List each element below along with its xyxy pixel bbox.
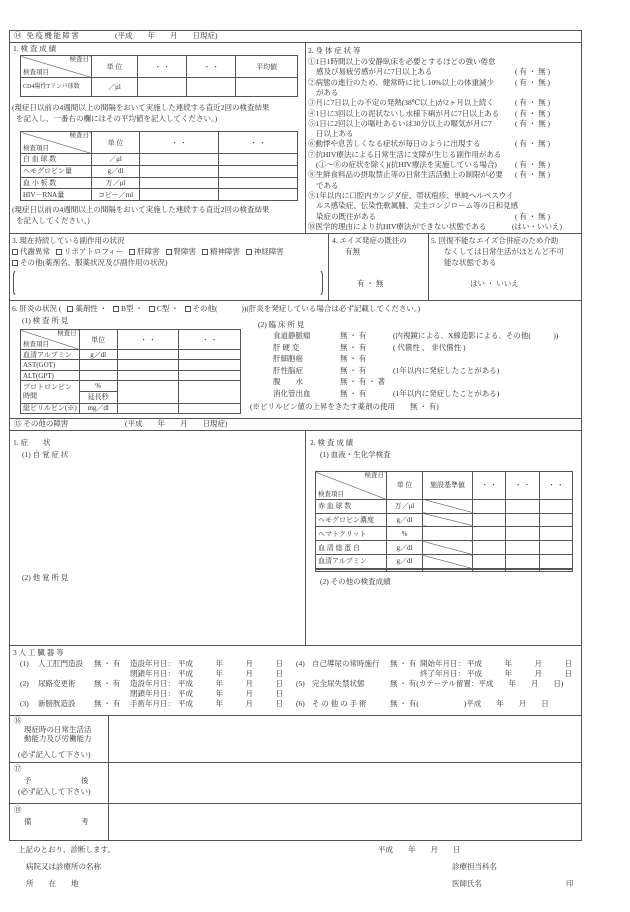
cell[interactable]	[506, 513, 539, 527]
symptom-line: 染症の既往がある	[316, 211, 376, 221]
cell[interactable]	[506, 555, 539, 569]
address-label: 所 在 地	[26, 879, 79, 888]
type-label: B型	[121, 304, 134, 313]
symptom-line: ③月に7日以上の不定の発熱(38℃以上)が2ヶ月以上続く	[308, 98, 494, 108]
item-no: (4)	[296, 659, 305, 668]
date-label: 手術年月日：	[130, 699, 175, 708]
finding-note: ( 代償性 、 非代償性 )	[393, 342, 466, 352]
date-col: ・ ・	[539, 472, 572, 500]
cell[interactable]	[140, 177, 219, 189]
unit-header: 単 位	[92, 132, 140, 154]
seal-mark: 印	[566, 879, 574, 888]
cell[interactable]	[473, 555, 506, 569]
symptom-line: ⑨1年以内に口腔内カンジダ症、帯状疱疹、単純ヘルペスウイ	[308, 190, 514, 200]
symptom-line: ④1日に3回以上の泥状ないし水様下痢が月に7日以上ある	[308, 108, 500, 118]
symptom-title: 1. 症 状	[13, 438, 51, 447]
symptom-line: がある	[316, 87, 339, 97]
check-label: 代謝異常	[20, 247, 50, 256]
checkbox[interactable]	[12, 249, 18, 255]
checkbox[interactable]	[185, 306, 191, 312]
item-no: (6)	[296, 699, 305, 708]
unit-header: 単 位	[387, 472, 423, 500]
item-name: そ の 他 の 手 術	[312, 699, 367, 708]
date-col: ・ ・	[473, 472, 506, 500]
symptom-line: 日以上ある	[316, 129, 354, 139]
s5-answer[interactable]: はい ・ いいえ	[470, 279, 519, 288]
s16-label: 現症時の日常生活活	[24, 725, 92, 734]
finding-name: 肝性脳症	[273, 365, 303, 375]
type-label: C型	[156, 304, 170, 313]
date-field[interactable]: 平成 年 月 日	[178, 669, 283, 678]
symptom-line: ①1日1時間以上の安静臥床を必要とするほどの強い倦怠	[308, 57, 496, 66]
item-name: 尿路変更術	[38, 679, 76, 688]
cd4-label: CD4陽性Tリンパ球数	[21, 78, 92, 97]
row-unit: 延長秒	[79, 392, 117, 403]
cell[interactable]	[539, 499, 572, 513]
cell[interactable]	[236, 78, 298, 97]
item-name: 新膀胱造設	[38, 699, 76, 708]
finding-name: 食道静脈瘤	[273, 331, 311, 340]
type-label: その他(	[192, 304, 218, 313]
cell[interactable]	[140, 189, 219, 201]
checkbox[interactable]	[202, 249, 208, 255]
item-name: 自己導尿の常時施行	[312, 659, 380, 668]
checkbox[interactable]	[129, 249, 135, 255]
item-no: (1)	[20, 659, 29, 668]
item-name: 人工肛門造設	[38, 659, 83, 668]
yes-no-choice[interactable]: ( 有 ・ 無 )	[515, 118, 550, 128]
row-unit: %	[387, 527, 423, 541]
checkbox[interactable]	[246, 249, 252, 255]
hepatitis-type: 6. 肝炎の状況 ( 薬剤性 ・ B型 ・ C型 ・ その他( ))(肝炎を発症している場合は必ず記載してください。)	[12, 304, 421, 313]
s16-no: ⑯	[14, 716, 22, 725]
finding-name: 肝細胞癌	[273, 354, 303, 363]
yes-no-choice[interactable]: ( 有 ・ 無 )	[515, 67, 550, 77]
row-label: 血 清 総 蛋 白	[316, 541, 387, 555]
ref-cell	[423, 541, 473, 555]
symptom-line: 感及び易疲労感が月に7日以上ある	[316, 67, 433, 77]
date-label: 開始年月日：	[420, 659, 465, 668]
yes-no-choice[interactable]: 無 ・ 有(カテーテル留置：平成 年 月 日)	[390, 679, 564, 688]
cell[interactable]	[219, 154, 298, 166]
date-col: ・ ・	[187, 56, 236, 78]
s18-label: 備 考	[24, 817, 91, 826]
item-no: (5)	[296, 679, 305, 688]
yes-no-choice[interactable]: ( 有 ・ 無 )	[515, 77, 550, 87]
hospital-label: 病院又は診療所の名称	[26, 862, 101, 871]
type-label: 薬剤性	[75, 304, 98, 313]
row-unit: g／dl	[92, 165, 140, 177]
ref-cell[interactable]	[423, 570, 473, 572]
yes-no-choice[interactable]: ( 有 ・ 無 )	[515, 108, 550, 118]
note: を記入してください。)	[16, 216, 90, 225]
s4-answer[interactable]: 有 ・ 無	[357, 279, 384, 288]
note: (現症日以前の4週間以上の間隔をおいて実施した連続する直近2回の検査結果	[12, 103, 270, 112]
cell[interactable]	[506, 541, 539, 555]
checkbox[interactable]	[12, 260, 18, 266]
cell[interactable]	[473, 541, 506, 555]
cell[interactable]	[179, 370, 241, 380]
row-unit: g／dl	[387, 541, 423, 555]
yes-no-choice[interactable]: 無 ・ 有	[390, 659, 417, 668]
row-label: 血清アルブミン	[21, 350, 80, 360]
s15-date: (平成 年 月 日現症)	[125, 419, 228, 428]
s17-field[interactable]	[110, 763, 581, 803]
symptom-line: ⑥動悸や息苦しくなる症状が毎日のように出現する	[308, 139, 481, 149]
s6-title: 6. 肝炎の状況 (	[12, 304, 62, 313]
exam-title: 2. 検 査 成 績	[310, 438, 354, 447]
liver-table	[20, 329, 241, 414]
row-label: ヘモグロビン量	[21, 165, 92, 177]
s18-field[interactable]	[110, 804, 581, 840]
yes-no-choice[interactable]: 無 ・ 有	[94, 699, 121, 708]
check-label: 肝障害	[137, 247, 160, 256]
checkbox[interactable]	[166, 249, 172, 255]
cell[interactable]	[179, 350, 241, 360]
row-unit	[79, 360, 117, 370]
row-label: ALT(GPT)	[21, 370, 80, 380]
other-exam-label: (2) その他の検査成績	[320, 577, 391, 586]
row-label: 白 血 球 数	[21, 154, 92, 166]
row-label: 赤 血 球 数	[316, 499, 387, 513]
checkbox[interactable]	[113, 306, 119, 312]
date-label: 造設年月日：	[130, 679, 175, 688]
finding-name: 肝 硬 変	[273, 342, 300, 352]
s17-note: (必ず記入して下さい)	[18, 787, 91, 796]
s18-no: ⑱	[14, 805, 22, 814]
cell[interactable]	[539, 541, 572, 555]
ref-cell	[423, 555, 473, 569]
finding-choice[interactable]: 無 ・ 有	[340, 388, 367, 398]
date-label: 造設年月日：	[130, 659, 175, 668]
diag-header: 検査日 検査項目	[21, 330, 80, 350]
other-details-field[interactable]	[13, 269, 323, 297]
cd4-table	[20, 55, 298, 97]
s4-title: 4. エイズ発症の既往の	[332, 236, 407, 245]
row-unit: g／dl	[79, 350, 117, 360]
s5-title: 能な状態である	[444, 258, 497, 267]
cell[interactable]	[506, 570, 539, 572]
average-col: 平均値	[236, 56, 298, 78]
date-label: 終了年月日：	[420, 669, 465, 678]
date-col: ・ ・	[138, 56, 187, 78]
date-col: ・ ・	[506, 472, 539, 500]
finding-choice[interactable]: 無 ・ 有	[340, 342, 367, 352]
cell[interactable]	[179, 360, 241, 370]
date-col: ・ ・	[219, 132, 298, 154]
row-label: 血清アルブミン	[316, 555, 387, 569]
s2-title: 2. 身 体 症 状 等	[308, 46, 361, 55]
yes-no-choice[interactable]: ( 有 ・ 無 )	[515, 211, 550, 221]
s16-field[interactable]	[110, 716, 581, 762]
doctor-label: 医師氏名	[452, 879, 482, 888]
s6-sub1: (1) 検 査 所 見	[22, 316, 69, 325]
table-row	[316, 513, 573, 527]
diag-header: 検査日 検査項目	[21, 132, 92, 154]
date-label: 閉鎖年月日：	[130, 689, 175, 698]
table-row	[316, 527, 573, 541]
check-label: 腎障害	[173, 247, 197, 256]
subjective-label: (1) 自 覚 症 状	[22, 450, 69, 459]
row-unit: g／dl	[387, 513, 423, 527]
s17-no: ⑰	[14, 764, 22, 773]
cell[interactable]	[219, 189, 298, 201]
cell[interactable]	[140, 165, 219, 177]
symptom-line: ②病態の進行のため、健常時に比し10%以上の体重減少	[308, 77, 494, 87]
checkbox[interactable]	[149, 306, 155, 312]
date-field[interactable]: 平成 年 月 日	[178, 689, 283, 698]
unit-header: 単位	[79, 330, 117, 350]
table-row	[316, 555, 573, 569]
cell[interactable]	[539, 570, 572, 572]
unit-header: 単 位	[92, 56, 138, 78]
cell[interactable]	[117, 350, 179, 360]
yes-no-choice[interactable]: (はい・いいえ)	[512, 221, 562, 231]
cd4-unit: ／μl	[92, 78, 138, 97]
date-field[interactable]: 平成 年 月 日	[467, 669, 572, 678]
row-unit: 万／μl	[387, 499, 423, 513]
checkbox[interactable]	[67, 306, 73, 312]
finding-note: (1年以内に発症したことがある)	[393, 388, 500, 398]
row-unit: 万／μl	[92, 177, 140, 189]
checkbox[interactable]	[56, 249, 62, 255]
s17-label: 予 後	[24, 776, 91, 785]
cell[interactable]	[117, 403, 179, 414]
blood-table	[20, 131, 298, 201]
sign-date: 平成 年 月 日	[378, 845, 461, 854]
row-unit: mg／dl	[79, 403, 117, 414]
cell[interactable]	[506, 499, 539, 513]
cell[interactable]	[187, 78, 236, 97]
symptom-line: ルス感染症、伝染性軟属腫、尖圭コンジローム等の日和見感	[316, 201, 519, 211]
cell[interactable]	[539, 555, 572, 569]
organs-title: 3 人 工 臓 器 等	[13, 648, 64, 657]
ref-header: 施設基準値	[423, 472, 473, 500]
cell[interactable]	[473, 513, 506, 527]
yes-no-choice[interactable]: ( 有 ・ 無 )	[515, 98, 550, 108]
note: を記入し、一番右の欄にはその平均値を記入してください。)	[16, 114, 218, 123]
yes-no-choice[interactable]: ( 有 ・ 無 )	[515, 170, 550, 180]
other-check	[8, 258, 168, 268]
row-unit: コピー／ml	[92, 189, 140, 201]
biochem-table	[315, 471, 573, 572]
cell[interactable]	[473, 499, 506, 513]
diag-header: 検査日 検査項目	[316, 472, 387, 500]
table-row	[316, 541, 573, 555]
objective-label: (2) 他 覚 所 見	[22, 573, 69, 582]
dept-label: 診療担当科名	[452, 862, 497, 871]
s5-title: 5. 回復不能なエイズ合併症のため介助	[431, 236, 559, 245]
date-field[interactable]: 平成 年 月 日	[178, 699, 283, 708]
finding-note: (内視鏡による、X線造影による、その他( ))	[393, 331, 559, 340]
cell[interactable]	[473, 527, 506, 541]
section-title: ⑭ 免疫機能障害	[14, 31, 81, 40]
s5-title: なくしては日常生活がほとんど不可	[444, 247, 564, 256]
symptom-line: である	[316, 180, 339, 190]
finding-choice[interactable]: 無 ・ 有	[340, 331, 367, 340]
date-field[interactable]: 平成 年 月 日	[178, 659, 283, 668]
yes-no-choice[interactable]: 無 ・ 有	[94, 679, 121, 688]
ref-cell	[423, 513, 473, 527]
row-label: 血 小 板 数	[21, 177, 92, 189]
finding-name: 消化管出血	[273, 388, 311, 398]
diag-header: 検査日 検査項目	[21, 56, 92, 78]
finding-choice[interactable]: 無 ・ 有	[340, 354, 367, 363]
cell[interactable]	[473, 570, 506, 572]
symptom-line: ⑤1日に2回以上の嘔吐あるいは30分以上の嘔気が月に7	[308, 118, 492, 128]
table-row	[316, 570, 573, 572]
date-col: ・ ・	[179, 330, 241, 350]
item-no: (3)	[20, 699, 29, 708]
cell[interactable]	[117, 360, 179, 370]
row-label: プロトロンビン 時間	[21, 381, 80, 403]
s16-label: 動能力及び労働能力	[24, 734, 92, 743]
item-no: (2)	[20, 679, 29, 688]
check-label: その他(薬剤名、服薬状況及び副作用の状況)	[20, 258, 168, 267]
note: (現症日以前の4週間以上の間隔をおいて実施した連続する直近2回の検査結果	[12, 205, 270, 214]
table-row	[316, 499, 573, 513]
s6-sub2: (2) 臨 床 所 見	[258, 320, 305, 329]
date-label: 閉鎖年月日：	[130, 669, 175, 678]
cell[interactable]	[138, 78, 187, 97]
row-unit	[79, 370, 117, 380]
symptom-line: ⑦抗HIV療法による日常生活に支障が生じる副作用がある	[308, 149, 502, 159]
bilirubin-note: (※ビリルビン値の上昇をきたす薬剤の使用 無 ・ 有)	[250, 402, 439, 411]
yes-no-choice[interactable]: 無 ・ 有	[94, 659, 121, 668]
finding-note: (1年以内に発症したことがある)	[393, 365, 500, 375]
symptom-line: (①～⑥の症状を除く)(抗HIV療法を実施している場合)	[316, 160, 497, 169]
yes-no-choice[interactable]: ( 有 ・ 無 )	[515, 139, 550, 149]
row-unit: %	[79, 381, 117, 392]
check-label: 精神障害	[209, 247, 240, 256]
row-label: AST(GOT)	[21, 360, 80, 370]
check-label: リポアトロフィー	[63, 247, 124, 256]
finding-choice[interactable]: 無 ・ 有	[340, 365, 367, 375]
check-label: 神経障害	[253, 247, 284, 256]
s3-title: 3. 現在持続している副作用の状況	[12, 236, 125, 245]
s6-note: ))(肝炎を発症している場合は必ず記載してください。)	[241, 304, 421, 313]
cell[interactable]	[539, 527, 572, 541]
cell[interactable]	[179, 381, 241, 403]
cell[interactable]	[179, 403, 241, 414]
item-name: 完全尿失禁状態	[312, 679, 365, 688]
ref-cell[interactable]	[423, 527, 473, 541]
s15-title: ⑮ その他の障害	[14, 419, 69, 428]
blood-label: (1) 血液・生化学検査	[320, 450, 391, 459]
yes-no-choice[interactable]: 無 ・ 有( )平成 年 月 日	[390, 699, 549, 708]
row-label	[316, 570, 387, 572]
symptom-line: ⑧生鮮食料品の摂取禁止等の日常生活活動上の制限が必要	[308, 170, 503, 180]
s1-title: 1. 検 査 成 績	[13, 44, 57, 53]
date-col: ・ ・	[140, 132, 219, 154]
row-unit	[387, 570, 423, 572]
s16-note: (必ず記入して下さい)	[18, 750, 91, 759]
date-field[interactable]: 平成 年 月 日	[178, 679, 283, 688]
cell[interactable]	[219, 165, 298, 177]
cell[interactable]	[140, 154, 219, 166]
cell[interactable]	[539, 513, 572, 527]
date-col: ・ ・	[117, 330, 179, 350]
row-label: 総ビリルビン(※)	[21, 403, 80, 414]
s15-left	[9, 430, 306, 646]
exam-date: (平成 年 月 日現症)	[115, 31, 218, 40]
symptom-line: ⑩医学的理由により抗HIV療法ができない状態である	[308, 221, 487, 231]
row-label: ヘモグロビン濃度	[316, 513, 387, 527]
row-label: HIV－RNA量	[21, 189, 92, 201]
cell[interactable]	[117, 370, 179, 380]
row-label: ヘマトクリット	[316, 527, 387, 541]
finding-choice[interactable]: 無 ・ 有 ・ 著	[340, 377, 385, 386]
finding-name: 腹 水	[273, 377, 303, 386]
cell[interactable]	[506, 527, 539, 541]
s4-title: 有無	[345, 247, 360, 256]
row-unit: ／μl	[92, 154, 140, 166]
statement: 上記のとおり、診断します。	[18, 845, 115, 854]
date-field[interactable]: 平成 年 月 日	[467, 659, 572, 668]
cell[interactable]	[219, 177, 298, 189]
cell[interactable]	[117, 381, 179, 403]
ref-cell	[423, 499, 473, 513]
row-unit: g／dl	[387, 555, 423, 569]
yes-no-choice[interactable]: ( 有 ・ 無 )	[515, 160, 550, 169]
side-effect-checks	[8, 247, 284, 257]
